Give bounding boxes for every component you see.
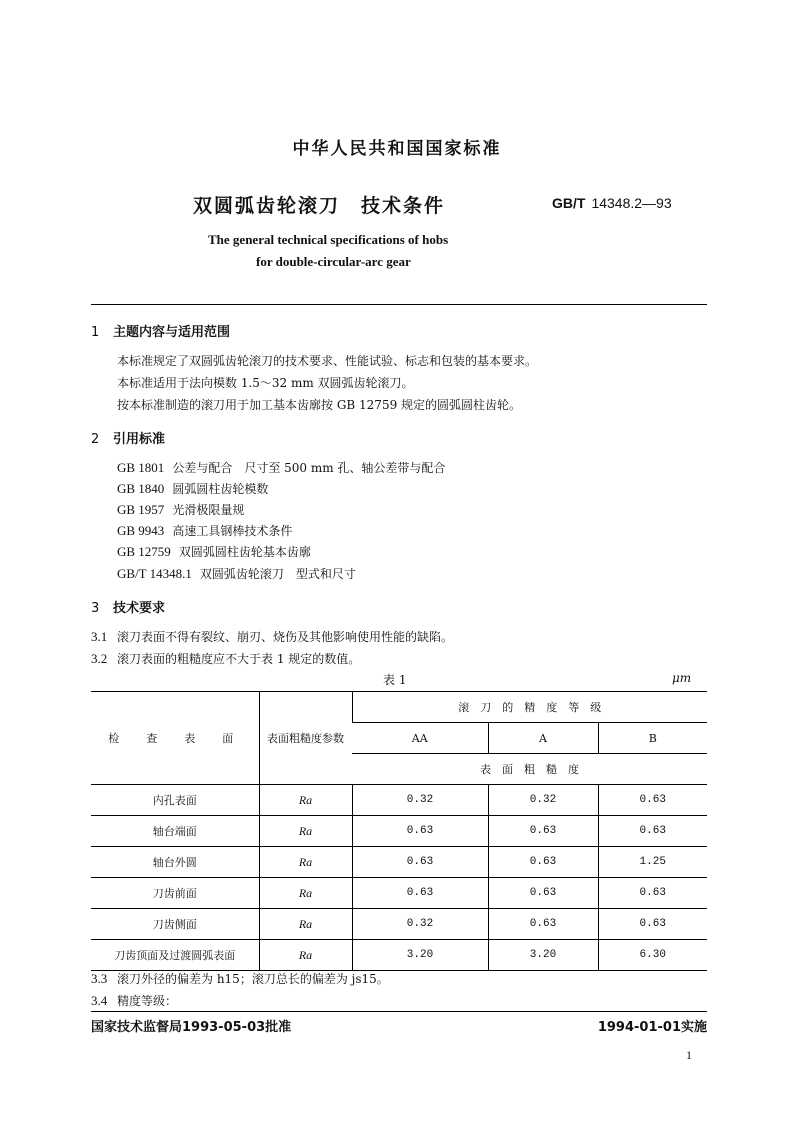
- reference-code: GB 1801: [117, 460, 165, 475]
- english-title-line2: for double-circular-arc gear: [256, 254, 411, 269]
- section-3-heading: [91, 597, 165, 616]
- value-a: 0.32: [488, 785, 598, 816]
- section-1-heading: [91, 321, 230, 340]
- reference-item: [117, 522, 292, 539]
- col-header-surface: 检 查 表 面: [91, 692, 259, 785]
- reference-title: 光滑极限量规: [172, 503, 245, 517]
- table-row: [91, 940, 707, 971]
- surface-cell: 轴台端面: [91, 816, 259, 847]
- issuing-country-standard: 中华人民共和国国家标准: [292, 139, 502, 159]
- clause: [91, 650, 360, 667]
- reference-code: GB 12759: [117, 544, 171, 559]
- reference-code: GB 1957: [117, 502, 165, 517]
- reference-title: 圆弧圆柱齿轮模数: [172, 482, 269, 496]
- standard-code: [552, 195, 672, 211]
- footer-divider: [91, 1011, 707, 1012]
- clause-text: 滚刀外径的偏差为 h15；滚刀总长的偏差为 js15。: [117, 972, 389, 986]
- reference-title: 双圆弧圆柱齿轮基本齿廓: [178, 545, 311, 559]
- reference-item: [117, 480, 268, 497]
- value-a: 3.20: [488, 940, 598, 971]
- value-aa: 3.20: [352, 940, 488, 971]
- value-b: 6.30: [598, 940, 707, 971]
- param-cell: Ra: [259, 878, 352, 909]
- section-1-num: 1: [91, 325, 100, 340]
- reference-item: [117, 565, 356, 582]
- sub-header-roughness: 表 面 粗 糙 度: [352, 754, 707, 785]
- clause-text: 滚刀表面的粗糙度应不大于表 1 规定的数值。: [117, 652, 361, 666]
- value-aa: 0.32: [352, 785, 488, 816]
- reference-item: [117, 459, 445, 476]
- surface-cell: 刀齿前面: [91, 878, 259, 909]
- document-title: 双圆弧齿轮滚刀 技术条件: [193, 195, 446, 217]
- value-aa: 0.32: [352, 909, 488, 940]
- clause-text: 精度等级：: [117, 994, 178, 1008]
- value-b: 0.63: [598, 816, 707, 847]
- roughness-table: [91, 691, 707, 971]
- value-a: 0.63: [488, 847, 598, 878]
- value-a: 0.63: [488, 816, 598, 847]
- value-aa: 0.63: [352, 847, 488, 878]
- approval-date: 国家技术监督局1993-05-03批准: [91, 1020, 292, 1035]
- table-row: [91, 816, 707, 847]
- clause-text: 滚刀表面不得有裂纹、崩刃、烧伤及其他影响使用性能的缺陷。: [117, 630, 454, 644]
- surface-cell: 刀齿顶面及过渡圆弧表面: [91, 940, 259, 971]
- english-title-line1: The general technical specifications of hobs: [208, 232, 449, 247]
- value-b: 0.63: [598, 785, 707, 816]
- clause: [91, 970, 389, 987]
- reference-code: GB/T 14348.1: [117, 566, 192, 581]
- reference-title: 公差与配合 尺寸至 500 mm 孔、轴公差带与配合: [172, 461, 446, 475]
- effective-date: 1994-01-01实施: [597, 1020, 707, 1035]
- value-a: 0.63: [488, 909, 598, 940]
- code-number: 14348.2—93: [591, 195, 672, 211]
- clause-num: 3.4: [91, 993, 108, 1008]
- col-header-grade: 滚 刀 的 精 度 等 级: [352, 692, 707, 723]
- value-aa: 0.63: [352, 816, 488, 847]
- param-cell: Ra: [259, 816, 352, 847]
- section-2-num: 2: [91, 432, 100, 447]
- reference-title: 高速工具钢棒技术条件: [172, 524, 293, 538]
- table-row: [91, 909, 707, 940]
- reference-item: [117, 543, 311, 560]
- section-3-num: 3: [91, 601, 100, 616]
- table-unit: μm: [672, 671, 692, 685]
- param-cell: Ra: [259, 940, 352, 971]
- section-3-title: 技术要求: [113, 601, 166, 616]
- page-number: 1: [686, 1048, 692, 1062]
- section-2-heading: [91, 428, 165, 447]
- clause: [91, 628, 453, 645]
- clause-num: 3.3: [91, 971, 108, 986]
- table-row: [91, 847, 707, 878]
- section-1-title: 主题内容与适用范围: [113, 325, 231, 340]
- grade-aa: AA: [352, 723, 488, 754]
- section-1-para: 本标准适用于法向模数 1.5～32 mm 双圆弧齿轮滚刀。: [117, 376, 414, 390]
- value-a: 0.63: [488, 878, 598, 909]
- reference-code: GB 1840: [117, 481, 165, 496]
- param-cell: Ra: [259, 909, 352, 940]
- section-2-title: 引用标准: [113, 432, 166, 447]
- table-row: [91, 785, 707, 816]
- grade-a: A: [488, 723, 598, 754]
- reference-code: GB 9943: [117, 523, 165, 538]
- surface-cell: 刀齿侧面: [91, 909, 259, 940]
- param-cell: Ra: [259, 847, 352, 878]
- param-cell: Ra: [259, 785, 352, 816]
- col-header-param: 表面粗糙度参数: [259, 692, 352, 785]
- clause-num: 3.1: [91, 629, 108, 644]
- table-caption: 表 1: [383, 673, 407, 687]
- surface-cell: 轴台外圆: [91, 847, 259, 878]
- grade-b: B: [598, 723, 707, 754]
- value-b: 0.63: [598, 909, 707, 940]
- clause-num: 3.2: [91, 651, 108, 666]
- table-header-row: [91, 692, 707, 723]
- section-1-para: 本标准规定了双圆弧齿轮滚刀的技术要求、性能试验、标志和包装的基本要求。: [117, 354, 538, 368]
- header-divider: [91, 304, 707, 305]
- section-1-para: 按本标准制造的滚刀用于加工基本齿廓按 GB 12759 规定的圆弧圆柱齿轮。: [117, 398, 522, 412]
- footer: [91, 1016, 707, 1035]
- reference-title: 双圆弧齿轮滚刀 型式和尺寸: [199, 567, 356, 581]
- table-row: [91, 878, 707, 909]
- value-aa: 0.63: [352, 878, 488, 909]
- value-b: 1.25: [598, 847, 707, 878]
- code-prefix: GB/T: [552, 195, 586, 211]
- reference-item: [117, 501, 244, 518]
- clause: [91, 992, 177, 1009]
- value-b: 0.63: [598, 878, 707, 909]
- surface-cell: 内孔表面: [91, 785, 259, 816]
